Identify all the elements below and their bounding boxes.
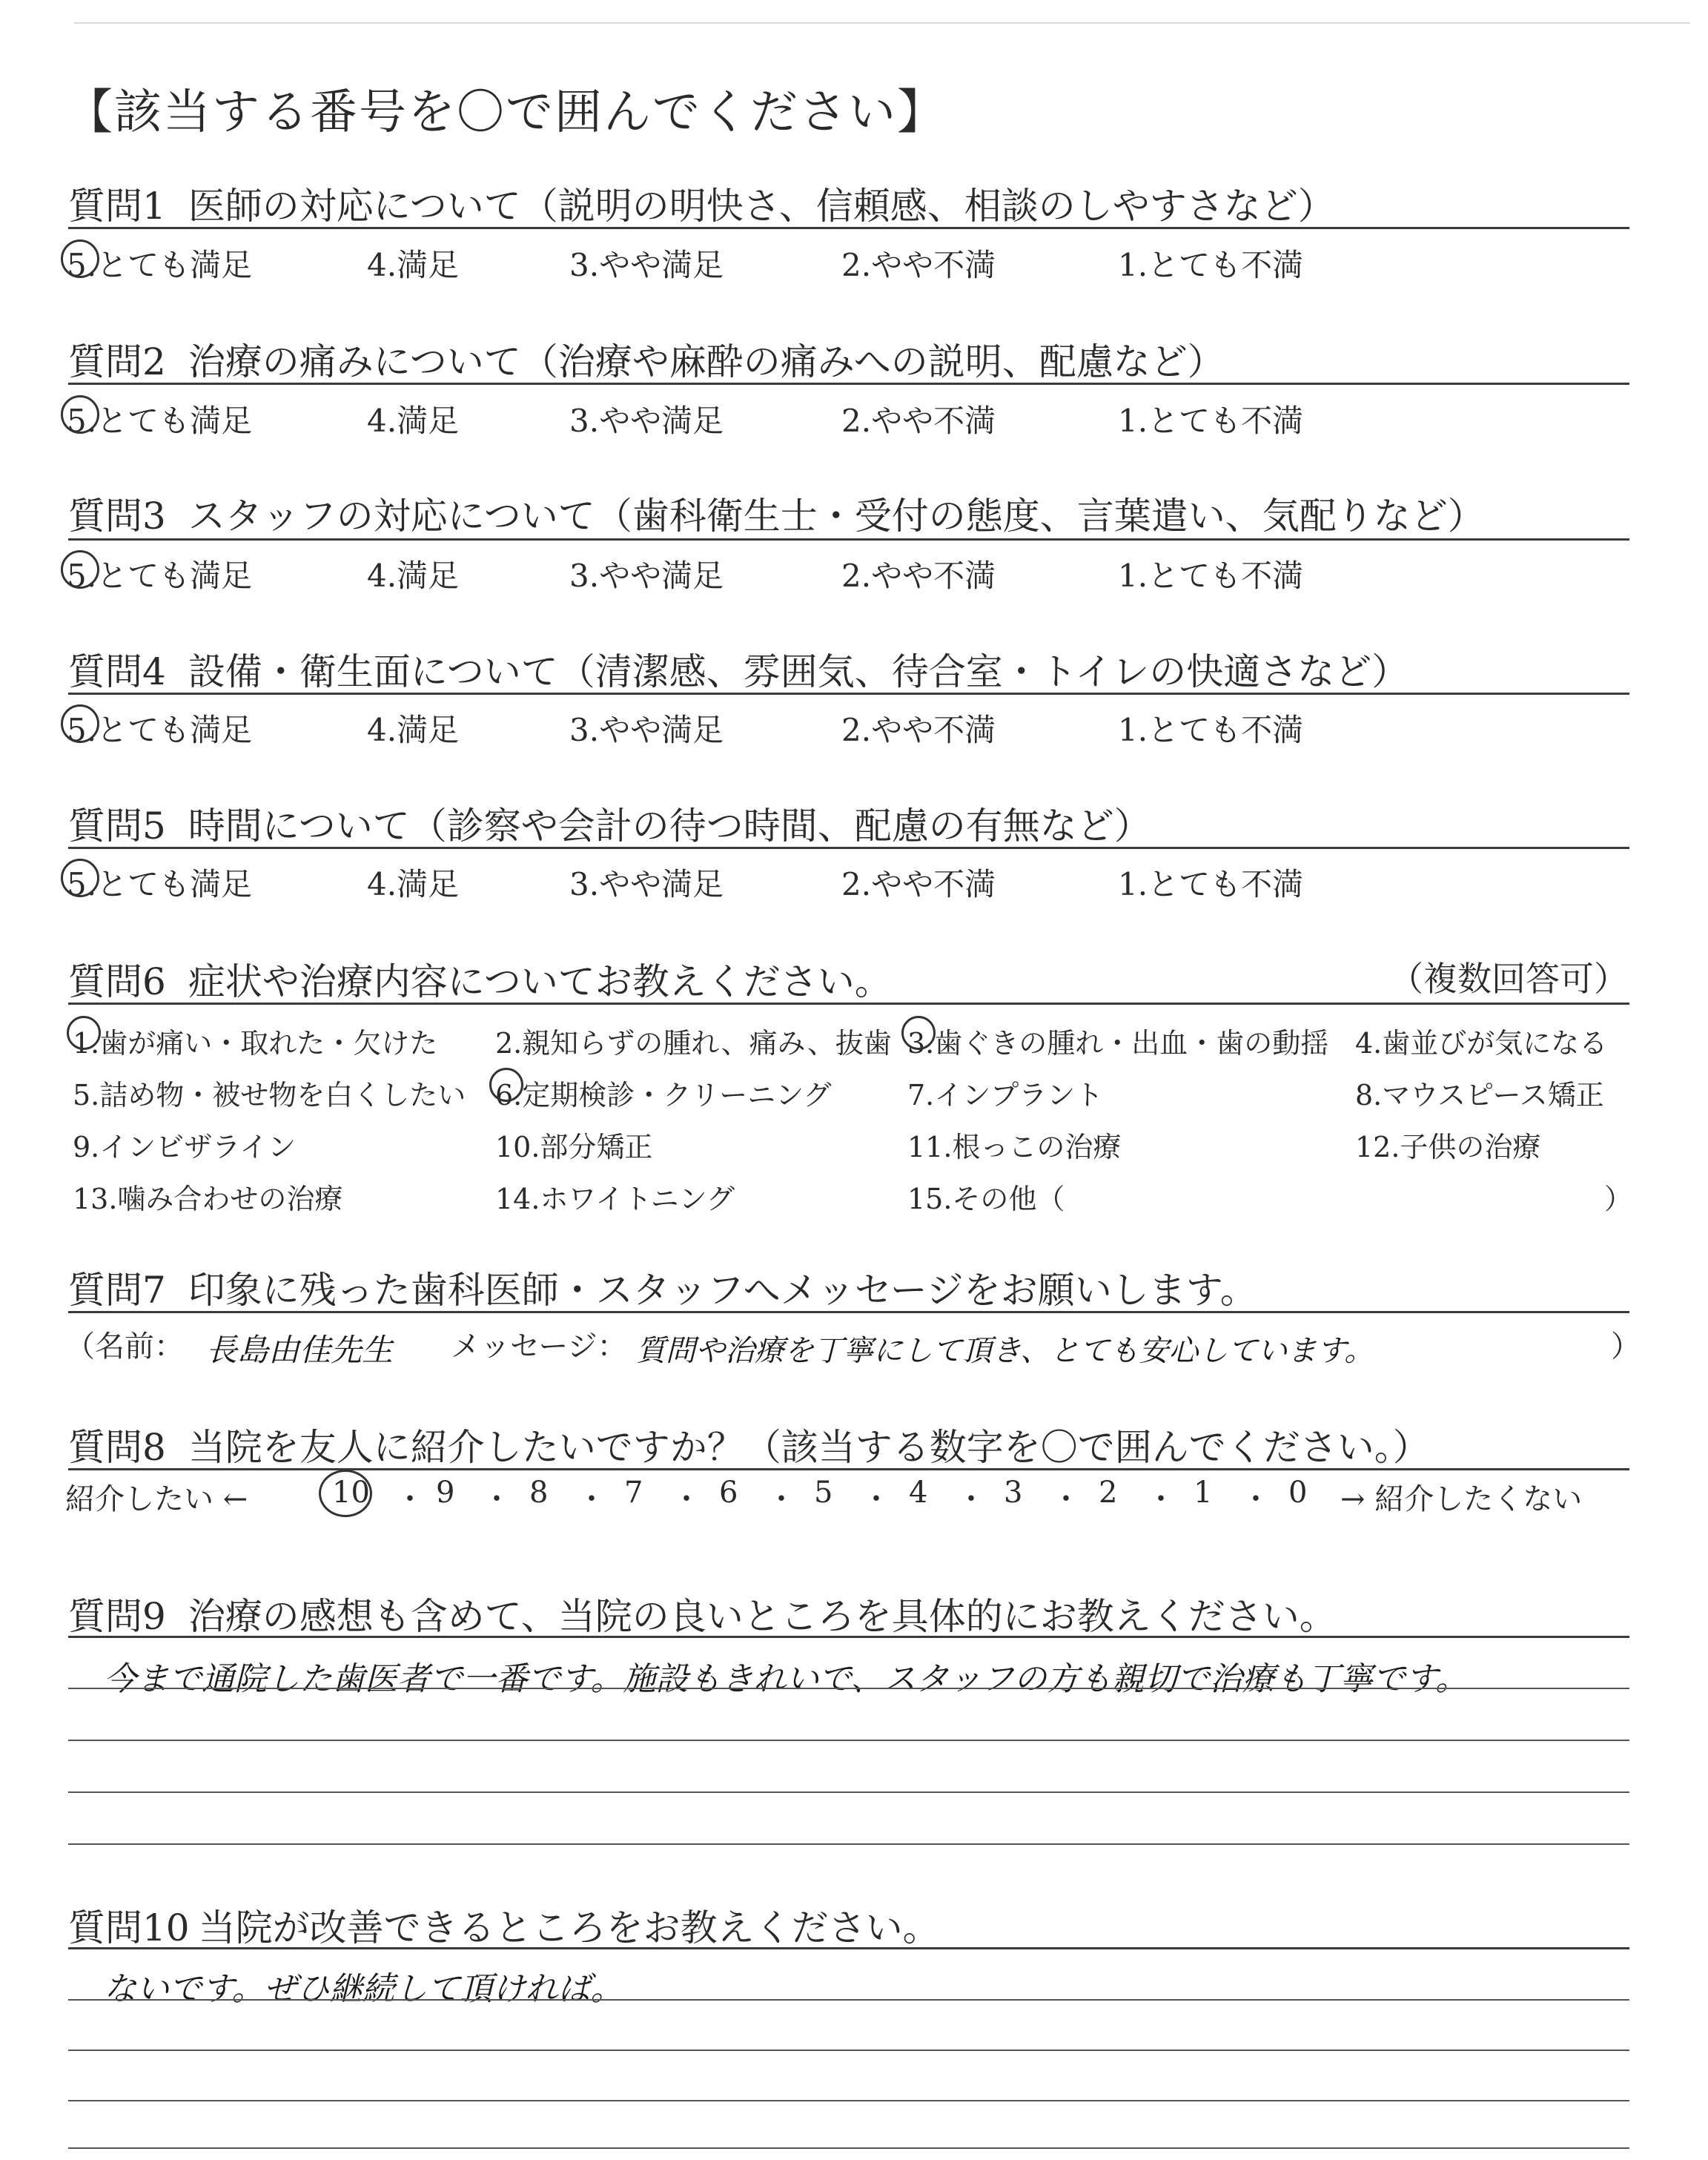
option-4[interactable]: 4.満足 xyxy=(367,247,460,283)
option-1[interactable]: 1.とても不満 xyxy=(1118,247,1304,283)
selection-circle-6 xyxy=(489,1068,523,1102)
answer-line xyxy=(68,2050,1629,2051)
question-6 xyxy=(68,952,892,1005)
question-number: 質問1 xyxy=(68,185,166,228)
answer-line xyxy=(68,1843,1629,1845)
option-4[interactable]: 4.満足 xyxy=(367,712,460,748)
question-number: 質問7 xyxy=(68,1269,166,1312)
scale-1[interactable]: 1 xyxy=(1194,1476,1213,1510)
question-4 xyxy=(68,642,1409,696)
symptom-item-11[interactable]: 11.根っこの治療 xyxy=(907,1131,1122,1163)
message-close-paren: ） xyxy=(1611,1330,1641,1364)
option-3[interactable]: 3.やや満足 xyxy=(569,712,724,748)
option-1[interactable]: 1.とても不満 xyxy=(1118,866,1304,902)
symptom-item-13[interactable]: 13.噛み合わせの治療 xyxy=(73,1183,343,1215)
selection-circle-3 xyxy=(901,1016,936,1050)
question-rule xyxy=(68,1636,1629,1638)
scale-7[interactable]: 7 xyxy=(624,1476,643,1510)
option-4[interactable]: 4.満足 xyxy=(367,866,460,902)
question-5 xyxy=(68,796,1151,850)
other-close-paren: ） xyxy=(1604,1183,1633,1215)
question-rule xyxy=(68,227,1629,229)
question-text: 時間について（診察や会計の待つ時間、配慮の有無など） xyxy=(188,805,1151,848)
selection-circle-10 xyxy=(319,1470,372,1517)
option-2[interactable]: 2.やや不満 xyxy=(841,247,996,283)
option-3[interactable]: 3.やや満足 xyxy=(569,558,724,594)
symptom-item-10[interactable]: 10.部分矯正 xyxy=(495,1131,653,1163)
page-title: 【該当する番号を〇で囲んでください】 xyxy=(65,85,946,140)
scale-0[interactable]: 0 xyxy=(1288,1476,1308,1510)
option-5[interactable]: 5.とても満足 xyxy=(67,558,253,594)
scale-4[interactable]: 4 xyxy=(909,1476,928,1510)
question-text: 当院が改善できるところをお教えください。 xyxy=(198,1906,940,1949)
question-10 xyxy=(68,1898,940,1952)
multiple-answers-note: （複数回答可） xyxy=(1389,959,1628,999)
question-text: スタッフの対応について（歯科衛生士・受付の態度、言葉遣い、気配りなど） xyxy=(188,495,1485,538)
question-3 xyxy=(68,486,1485,540)
symptom-item-1[interactable]: 1.歯が痛い・取れた・欠けた xyxy=(73,1027,438,1060)
question-text: 当院を友人に紹介したいですか？（該当する数字を〇で囲んでください。） xyxy=(188,1426,1430,1469)
question-rule xyxy=(68,693,1629,695)
option-2[interactable]: 2.やや不満 xyxy=(841,866,996,902)
option-2[interactable]: 2.やや不満 xyxy=(841,712,996,748)
question-rule xyxy=(68,1468,1629,1470)
answer-line xyxy=(68,2147,1629,2149)
symptom-item-5[interactable]: 5.詰め物・被せ物を白くしたい xyxy=(73,1079,466,1112)
option-5[interactable]: 5.とても満足 xyxy=(67,247,253,283)
answer-line xyxy=(68,1740,1629,1741)
option-3[interactable]: 3.やや満足 xyxy=(569,403,724,439)
scale-5[interactable]: 5 xyxy=(814,1476,833,1510)
option-2[interactable]: 2.やや不満 xyxy=(841,403,996,439)
option-1[interactable]: 1.とても不満 xyxy=(1118,403,1304,439)
symptom-item-7[interactable]: 7.インプラント xyxy=(907,1079,1104,1112)
question-text: 症状や治療内容についてお教えください。 xyxy=(188,960,892,1003)
answer-line xyxy=(68,1791,1629,1793)
question-rule xyxy=(68,847,1629,849)
symptom-item-8[interactable]: 8.マウスピース矯正 xyxy=(1355,1079,1604,1112)
answer-line xyxy=(68,2100,1629,2101)
symptom-item-14[interactable]: 14.ホワイトニング xyxy=(495,1183,735,1215)
symptom-item-12[interactable]: 12.子供の治療 xyxy=(1355,1131,1541,1163)
question-number: 質問10 xyxy=(68,1906,190,1949)
option-5[interactable]: 5.とても満足 xyxy=(67,866,253,902)
message-label: メッセージ： xyxy=(451,1330,627,1364)
message-row xyxy=(65,1323,1644,1375)
option-2[interactable]: 2.やや不満 xyxy=(841,558,996,594)
scale-3[interactable]: 3 xyxy=(1004,1476,1023,1510)
rating-options-q4 xyxy=(59,706,1653,750)
question-text: 治療の痛みについて（治療や麻酔の痛みへの説明、配慮など） xyxy=(188,340,1225,383)
question-rule xyxy=(68,383,1629,385)
selection-circle-1 xyxy=(67,1016,101,1050)
top-border xyxy=(74,22,1690,24)
option-1[interactable]: 1.とても不満 xyxy=(1118,712,1304,748)
option-4[interactable]: 4.満足 xyxy=(367,403,460,439)
symptom-options xyxy=(68,1014,1640,1222)
selection-circle xyxy=(61,395,99,434)
symptom-item-6[interactable]: 6.定期検診・クリーニング xyxy=(495,1079,832,1112)
question-rule xyxy=(68,1311,1629,1313)
question-text: 治療の感想も含めて、当院の良いところを具体的にお教えください。 xyxy=(188,1595,1337,1638)
question-9 xyxy=(68,1587,1337,1640)
message-value: 質問や治療を丁寧にして頂き、とても安心しています。 xyxy=(636,1334,1374,1368)
scale-6[interactable]: 6 xyxy=(719,1476,738,1510)
scale-2[interactable]: 2 xyxy=(1099,1476,1118,1510)
scale-10[interactable]: 10 xyxy=(332,1476,370,1510)
symptom-item-3[interactable]: 3.歯ぐきの腫れ・出血・歯の動揺 xyxy=(907,1027,1329,1060)
question-text: 印象に残った歯科医師・スタッフへメッセージをお願いします。 xyxy=(188,1269,1257,1312)
scale-left-label: 紹介したい ← xyxy=(65,1482,248,1516)
scale-9[interactable]: 9 xyxy=(436,1476,455,1510)
rating-options-q5 xyxy=(59,860,1653,905)
selection-circle xyxy=(61,240,99,278)
scale-right-label: → 紹介したくない xyxy=(1340,1482,1583,1516)
option-5[interactable]: 5.とても満足 xyxy=(67,712,253,748)
option-5[interactable]: 5.とても満足 xyxy=(67,403,253,439)
q10-answer: ないです。ぜひ継続して頂ければ。 xyxy=(104,1970,623,2008)
rating-options-q2 xyxy=(59,397,1653,441)
question-8 xyxy=(68,1418,1430,1471)
answer-line xyxy=(68,1688,1629,1689)
rating-options-q1 xyxy=(59,241,1653,285)
symptom-item-2[interactable]: 2.親知らずの腫れ、痛み、抜歯 xyxy=(495,1027,892,1060)
question-number: 質問5 xyxy=(68,805,166,848)
question-2 xyxy=(68,332,1225,386)
question-rule xyxy=(68,1003,1629,1005)
selection-circle xyxy=(61,550,99,589)
selection-circle xyxy=(61,704,99,743)
symptom-item-9[interactable]: 9.インビザライン xyxy=(73,1131,297,1163)
recommend-scale: 紹介したい ← 10 ・ 9 ・ 8 ・ 7 ・ 6 ・ 5 ・ 4 ・ 3 ・ 2 ・ 1 ・ 0 → 紹介したくない xyxy=(65,1476,1659,1520)
scale-8[interactable]: 8 xyxy=(529,1476,549,1510)
question-number: 質問4 xyxy=(68,650,166,693)
question-number: 質問9 xyxy=(68,1595,166,1638)
option-3[interactable]: 3.やや満足 xyxy=(569,247,724,283)
q9-answer: 今まで通院した歯医者で一番です。施設もきれいで、スタッフの方も親切で治療も丁寧です。 xyxy=(104,1660,1469,1698)
question-number: 質問3 xyxy=(68,495,166,538)
option-3[interactable]: 3.やや満足 xyxy=(569,866,724,902)
question-number: 質問6 xyxy=(68,960,166,1003)
question-text: 設備・衛生面について（清潔感、雰囲気、待合室・トイレの快適さなど） xyxy=(188,650,1409,693)
question-text: 医師の対応について（説明の明快さ、信頼感、相談のしやすさなど） xyxy=(188,185,1335,228)
selection-circle xyxy=(61,859,99,897)
answer-line xyxy=(68,1999,1629,2001)
question-number: 質問2 xyxy=(68,340,166,383)
symptom-item-15[interactable]: 15.その他（ xyxy=(907,1183,1065,1215)
option-1[interactable]: 1.とても不満 xyxy=(1118,558,1304,594)
question-7 xyxy=(68,1261,1257,1314)
question-number: 質問8 xyxy=(68,1426,166,1469)
question-rule xyxy=(68,538,1629,541)
name-label: （名前： xyxy=(65,1330,184,1364)
question-1 xyxy=(68,176,1335,230)
option-4[interactable]: 4.満足 xyxy=(367,558,460,594)
symptom-item-4[interactable]: 4.歯並びが気になる xyxy=(1355,1027,1608,1060)
rating-options-q3 xyxy=(59,552,1653,596)
question-rule xyxy=(68,1947,1629,1949)
name-value: 長島由佳先生 xyxy=(206,1332,394,1368)
